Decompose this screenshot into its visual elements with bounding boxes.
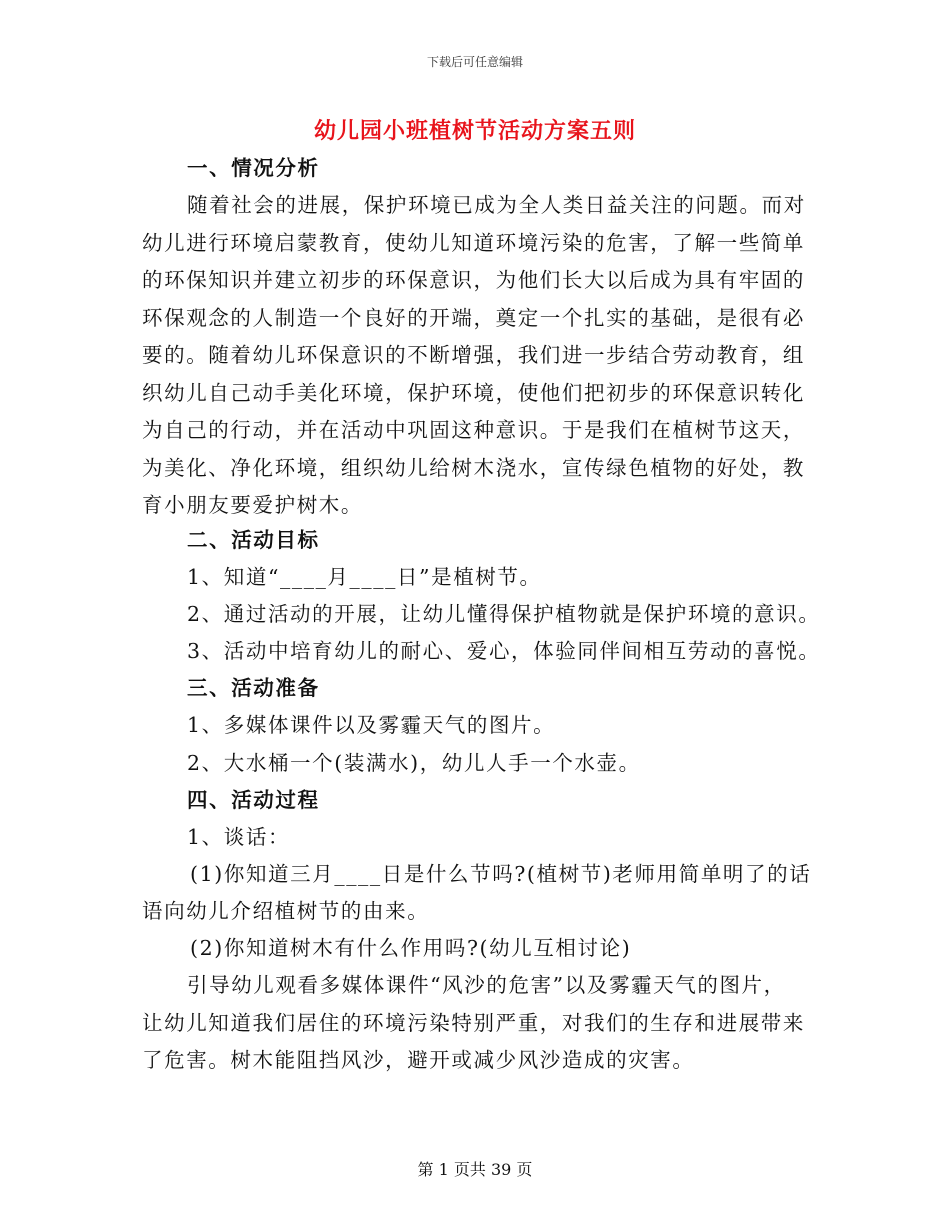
paragraph-line: (2)你知道树木有什么作用吗?(幼儿互相讨论) bbox=[190, 936, 632, 960]
paragraph-line: 要的。随着幼儿环保意识的不断增强，我们进一步结合劳动教育，组 bbox=[142, 343, 805, 367]
document-title: 幼儿园小班植树节活动方案五则 bbox=[313, 118, 636, 144]
section-heading-4: 四、活动过程 bbox=[187, 788, 320, 812]
paragraph-line: 织幼儿自己动手美化环境，保护环境，使他们把初步的环保意识转化 bbox=[142, 381, 805, 405]
section-heading-3: 三、活动准备 bbox=[187, 676, 320, 700]
paragraph-line: 育小朋友要爱护树木。 bbox=[142, 493, 363, 517]
list-item: 3、活动中培育幼儿的耐心、爱心，体验同伴间相互劳动的喜悦。 bbox=[187, 639, 821, 663]
paragraph-line: 了危害。树木能阻挡风沙，避开或减少风沙造成的灾害。 bbox=[142, 1048, 695, 1072]
list-item: 1、谈话： bbox=[187, 825, 291, 849]
list-item: 2、大水桶一个(装满水)，幼儿人手一个水壶。 bbox=[187, 751, 641, 775]
paragraph-line: 环保观念的人制造一个良好的开端，奠定一个扎实的基础，是很有必 bbox=[142, 306, 805, 330]
list-item: 1、多媒体课件以及雾霾天气的图片。 bbox=[187, 713, 556, 737]
paragraph-line: 引导幼儿观看多媒体课件“风沙的危害”以及雾霾天气的图片， bbox=[187, 973, 786, 997]
paragraph-line: 为美化、净化环境，组织幼儿给树木浇水，宣传绿色植物的好处，教 bbox=[142, 456, 805, 480]
paragraph-line: 语向幼儿介绍植树节的由来。 bbox=[142, 899, 430, 923]
paragraph-line: 幼儿进行环境启蒙教育，使幼儿知道环境污染的危害，了解一些简单 bbox=[142, 231, 805, 255]
paragraph-line: 让幼儿知道我们居住的环境污染特别严重，对我们的生存和进展带来 bbox=[142, 1011, 805, 1035]
paragraph-line: 为自己的行动，并在活动中巩固这种意识。于是我们在植树节这天， bbox=[142, 418, 805, 442]
paragraph-line: (1)你知道三月____日是什么节吗?(植树节)老师用简单明了的话 bbox=[190, 862, 812, 886]
paragraph-line: 的环保知识并建立初步的环保意识，为他们长大以后成为具有牢固的 bbox=[142, 268, 805, 292]
list-item: 1、知道“____月____日”是植树节。 bbox=[187, 565, 542, 589]
list-item: 2、通过活动的开展，让幼儿懂得保护植物就是保护环境的意识。 bbox=[187, 602, 821, 626]
paragraph-line: 随着社会的进展，保护环境已成为全人类日益关注的问题。而对 bbox=[187, 193, 806, 217]
section-heading-1: 一、情况分析 bbox=[187, 156, 320, 180]
page-footer: 第 1 页共 39 页 bbox=[417, 1160, 533, 1179]
header-note: 下载后可任意编辑 bbox=[426, 55, 523, 69]
section-heading-2: 二、活动目标 bbox=[187, 528, 320, 552]
